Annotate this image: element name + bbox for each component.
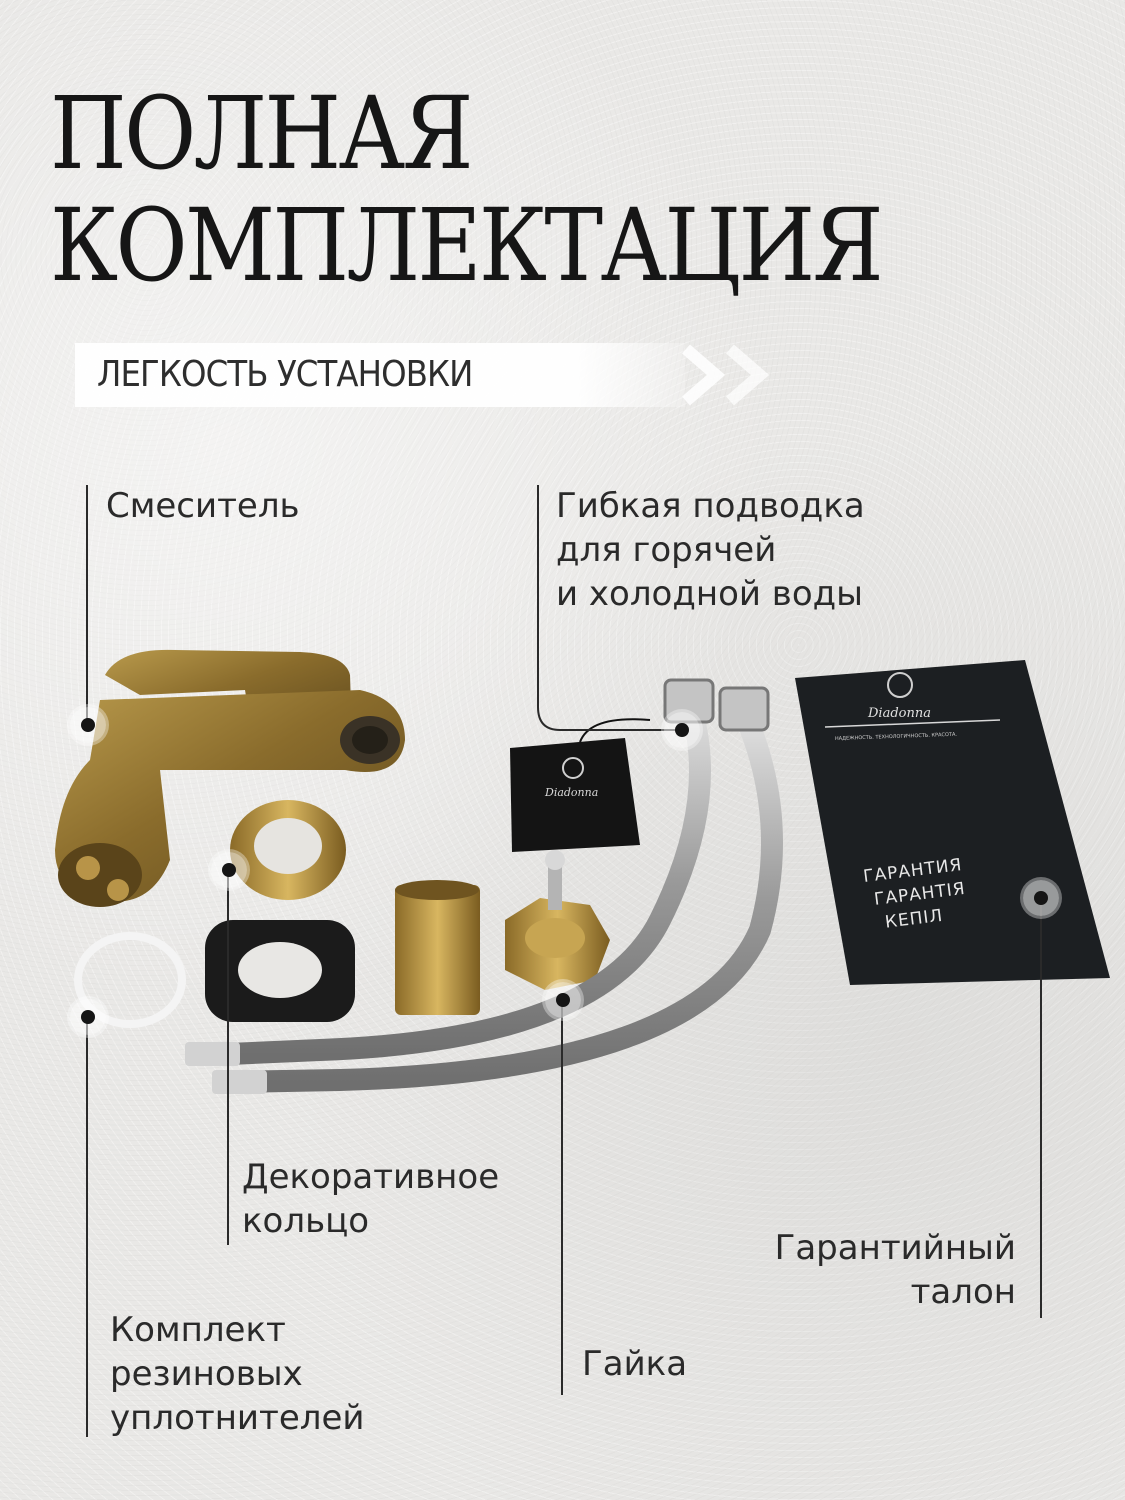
warranty-booklet [795, 660, 1110, 985]
banner-text: ЛЕГКОСТЬ УСТАНОВКИ [97, 354, 473, 395]
label-warranty-line-2: талон [910, 1272, 1016, 1312]
title-line-1: ПОЛНАЯ [50, 75, 471, 192]
booklet-line-1: ГАРАНТИЯ [862, 855, 964, 888]
label-seals-line-2: резиновых [110, 1354, 303, 1394]
nut [505, 850, 610, 990]
marker-hose [664, 712, 700, 748]
callout-line-nut [561, 1000, 563, 1395]
marker-warranty [1023, 880, 1059, 916]
threaded-rod [395, 880, 480, 1015]
callout-line-mixer [86, 485, 88, 725]
label-seals-line-3: уплотнителей [110, 1398, 365, 1438]
marker-mixer [70, 707, 106, 743]
label-seals [110, 1308, 365, 1440]
callout-line-seals [86, 1017, 88, 1437]
feature-banner [75, 343, 685, 407]
label-hose-line-3: и холодной воды [556, 574, 863, 614]
label-hose-line-2: для горячей [556, 530, 777, 570]
label-mixer: Смеситель [106, 486, 300, 526]
label-warranty [700, 1226, 1016, 1314]
chevrons-icon [680, 343, 790, 407]
label-ring-line-1: Декоративное [242, 1157, 500, 1197]
booklet-slogan: НАДЕЖНОСТЬ. ТЕХНОЛОГИЧНОСТЬ. КРАСОТА. [834, 731, 958, 742]
booklet-line-3: КЕПІЛ [883, 905, 945, 933]
label-ring [242, 1155, 499, 1243]
marker-seals [70, 999, 106, 1035]
marker-ring [211, 852, 247, 888]
label-nut: Гайка [582, 1344, 688, 1384]
label-seals-line-1: Комплект [110, 1310, 286, 1350]
label-hose [556, 484, 865, 616]
marker-nut [545, 982, 581, 1018]
callout-line-warranty [1040, 898, 1042, 1318]
tag-brand: Diadonna [545, 786, 599, 799]
booklet-line-2: ГАРАНТІЯ [873, 878, 967, 910]
label-ring-line-2: кольцо [242, 1201, 370, 1241]
label-warranty-line-1: Гарантийный [774, 1228, 1016, 1268]
booklet-brand: Diadonna [868, 706, 931, 721]
decor-ring [230, 800, 346, 900]
page-title [50, 75, 882, 304]
callout-line-ring [227, 870, 229, 1245]
label-hose-line-1: Гибкая подводка [556, 486, 865, 526]
brand-tag [510, 719, 650, 852]
title-line-2: КОМПЛЕКТАЦИЯ [50, 187, 882, 304]
